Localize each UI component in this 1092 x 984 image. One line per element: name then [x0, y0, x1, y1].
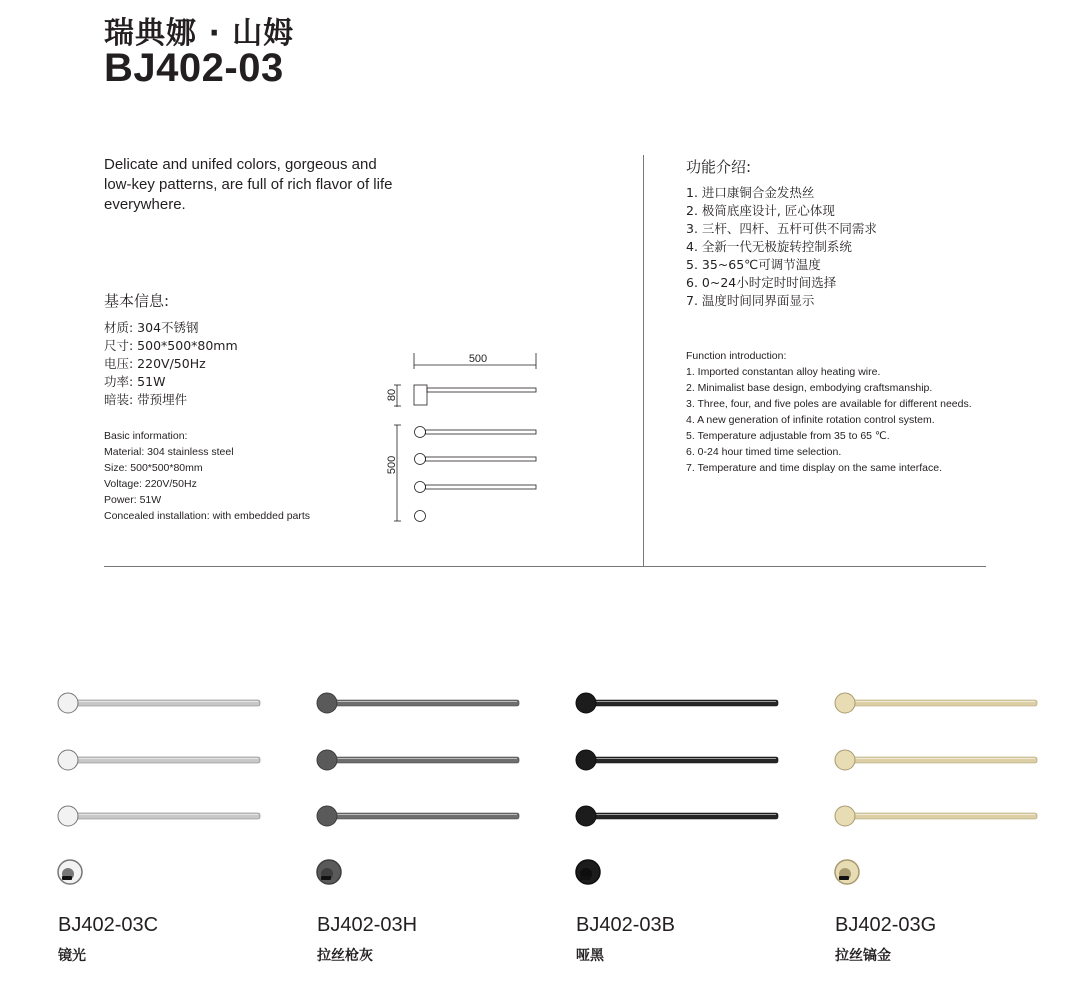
towel-rail-illustration [315, 686, 530, 901]
spec-voltage-en: Voltage: 220V/50Hz [104, 478, 197, 490]
spec-size-cn: 尺寸: 500*500*80mm [104, 338, 238, 353]
rod-end-cap [317, 806, 337, 826]
function-item-en: 7. Temperature and time display on the same interface. [686, 462, 943, 474]
heating-rod [843, 700, 1037, 706]
product-model-title: BJ402-03 [104, 46, 284, 90]
heating-rod [584, 813, 778, 819]
function-en-list [686, 348, 972, 476]
function-item-cn: 6. 0~24小时定时时间选择 [686, 275, 837, 290]
towel-rail-illustration [574, 686, 789, 901]
spec-power-cn: 功率: 51W [104, 374, 166, 389]
rod-end-cap [576, 806, 596, 826]
variant-gunmetal [315, 686, 555, 976]
variant-code: BJ402-03B [576, 914, 675, 936]
rod-end-cap [317, 750, 337, 770]
function-item-cn: 3. 三杆、四杆、五杆可供不同需求 [686, 221, 877, 236]
heating-rod [584, 700, 778, 706]
heating-rod [325, 813, 519, 819]
intro-line: low-key patterns, are full of rich flavor of life [104, 176, 393, 193]
function-item-en: 5. Temperature adjustable from 35 to 65 ℃. [686, 430, 890, 442]
spec-voltage-cn: 电压: 220V/50Hz [104, 356, 206, 371]
rod-end-cap [58, 750, 78, 770]
heating-rod [66, 813, 260, 819]
basic-info-heading: 基本信息: [104, 292, 170, 310]
heating-rod [584, 757, 778, 763]
rod-end-cap [835, 806, 855, 826]
function-item-en: 3. Three, four, and five poles are available for different needs. [686, 398, 972, 410]
spec-install-en: Concealed installation: with embedded parts [104, 510, 311, 522]
variant-finish-name: 镜光 [58, 948, 86, 964]
function-item-cn: 2. 极简底座设计, 匠心体现 [686, 203, 835, 218]
rod-end-cap [576, 693, 596, 713]
variant-code: BJ402-03H [317, 914, 418, 936]
towel-rail-illustration [833, 686, 1048, 901]
rod-end-cap [58, 693, 78, 713]
heating-rod [66, 757, 260, 763]
variant-matte-black [574, 686, 814, 976]
rod-end-cap [58, 806, 78, 826]
function-item-cn: 7. 温度时间同界面显示 [686, 293, 815, 308]
display-window [321, 876, 331, 880]
variant-brushed-gold [833, 686, 1073, 976]
basic-info-cn-list [104, 319, 238, 409]
variant-finish-name: 拉丝镐金 [835, 948, 891, 964]
spec-power-en: Power: 51W [104, 494, 162, 506]
function-item-en: 6. 0-24 hour timed time selection. [686, 446, 842, 458]
function-item-cn: 4. 全新一代无极旋转控制系统 [686, 239, 852, 254]
rod-end-cap [835, 693, 855, 713]
variant-code: BJ402-03C [58, 914, 159, 936]
rod-end-cap [835, 750, 855, 770]
column-divider [643, 155, 644, 566]
control-knob-front [415, 511, 426, 522]
heating-rod [325, 700, 519, 706]
function-item-en: 4. A new generation of infinite rotation control system. [686, 414, 935, 426]
dim-height-label: 500 [386, 455, 398, 475]
function-en-heading: Function introduction: [686, 350, 787, 362]
function-item-cn: 1. 进口康铜合金发热丝 [686, 185, 815, 200]
dim-depth-label: 80 [386, 388, 398, 402]
display-window [580, 876, 590, 880]
heating-rod [66, 700, 260, 706]
product-series-title: 瑞典娜 · 山姆 [104, 16, 295, 51]
spec-size-en: Size: 500*500*80mm [104, 462, 203, 474]
spec-install-cn: 暗装: 带预埋件 [104, 392, 188, 407]
spec-material-en: Material: 304 stainless steel [104, 446, 234, 458]
dimension-drawing [378, 345, 548, 530]
heating-rod [843, 813, 1037, 819]
base-side-view [414, 385, 427, 405]
display-window [839, 876, 849, 880]
variant-finish-name: 哑黑 [576, 948, 604, 964]
heating-rod [843, 757, 1037, 763]
variant-code: BJ402-03G [835, 914, 937, 936]
spec-material-cn: 材质: 304不锈钢 [104, 320, 199, 335]
variant-chrome [56, 686, 296, 976]
dim-width-label: 500 [468, 353, 488, 365]
function-item-en: 2. Minimalist base design, embodying craftsmanship. [686, 382, 933, 394]
intro-line: everywhere. [104, 196, 186, 213]
basic-info-en-heading: Basic information: [104, 430, 188, 442]
rod-end-cap [317, 693, 337, 713]
display-window [62, 876, 72, 880]
variant-finish-name: 拉丝枪灰 [317, 948, 373, 964]
intro-paragraph [104, 155, 434, 215]
function-heading: 功能介绍: [686, 158, 752, 176]
function-cn-list [686, 184, 877, 310]
rod-end-cap [576, 750, 596, 770]
towel-rail-illustration [56, 686, 271, 901]
intro-line: Delicate and unifed colors, gorgeous and [104, 156, 377, 173]
heating-rod [325, 757, 519, 763]
section-divider [104, 566, 986, 567]
basic-info-en-list [104, 428, 310, 524]
function-item-en: 1. Imported constantan alloy heating wire. [686, 366, 881, 378]
function-item-cn: 5. 35~65℃可调节温度 [686, 257, 821, 272]
